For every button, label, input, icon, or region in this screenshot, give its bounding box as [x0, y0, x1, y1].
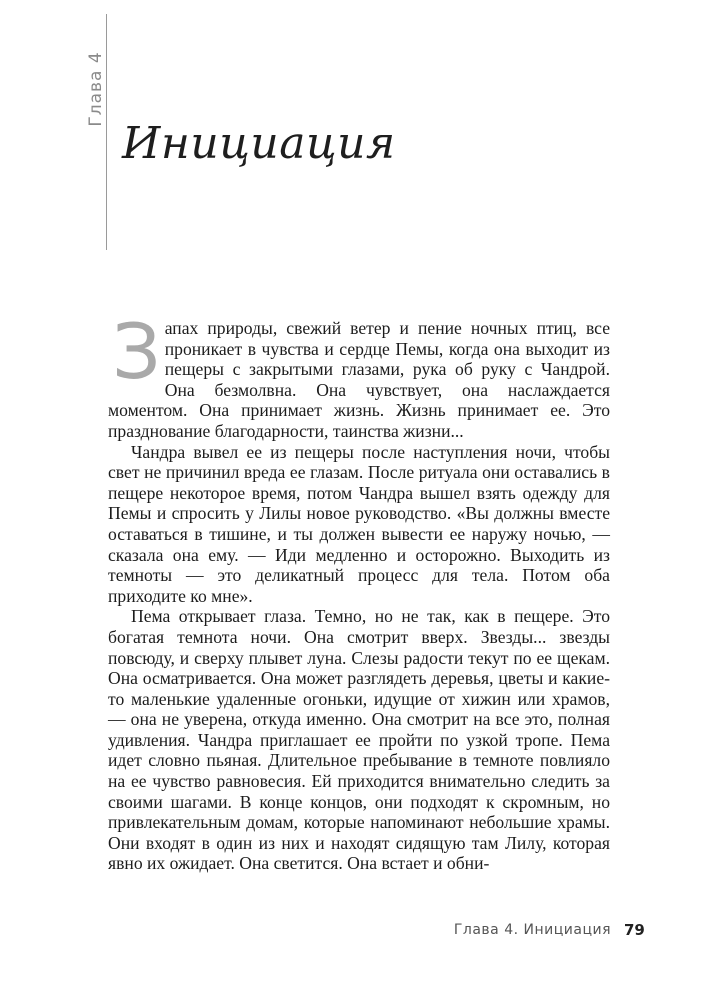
- paragraph: [108, 307, 610, 442]
- chapter-label-vertical-text: Глава 4: [86, 51, 106, 127]
- running-footer: Глава 4. Инициация: [453, 922, 611, 938]
- paragraph-text: апах природы, свежий ветер и пение ночных птиц, все проникает в чувства и сердце Пемы, когда она выходит из пещеры с закрытыми глазами, рука об руку с Чандрой. Она безмолвна. Она чувствует, она наслаждается моментом. Она принимает жизнь. Жизнь принимает ее. Это празднование благодарности, таинства жизни...: [108, 318, 610, 441]
- chapter-title: Инициация: [122, 118, 396, 169]
- page-number: 79: [624, 921, 645, 939]
- drop-cap: З: [112, 307, 161, 396]
- vertical-divider: [106, 14, 107, 250]
- paragraph: Пема открывает глаза. Темно, но не так, как в пещере. Это богатая темнота ночи. Она смотрит вверх. Звезды... звезды повсюду, и сверху плывет луна. Слезы радости текут по ее щекам. Она осматривается. Она может разглядеть деревья, цветы и какие-то маленькие удаленные огоньки, идущие от хижин или храмов, — она не уверена, откуда именно. Она смотрит на все это, полная удивления. Чандра приглашает ее пройти по узкой тропе. Пема идет словно пьяная. Длительное пребывание в темноте повлияло на ее чувство равновесия. Ей приходится внимательно следить за своими шагами. В конце концов, они подходят к скромным, но привлекательным домам, которые напоминают небольшие храмы. Они входят в один из них и находят сидящую там Лилу, которая явно их ожидает. Она светится. Она встает и обни-: [108, 606, 610, 874]
- body-text: [108, 307, 610, 874]
- chapter-label-vertical: [76, 44, 116, 134]
- paragraph: Чандра вывел ее из пещеры после наступления ночи, чтобы свет не причинил вреда ее глазам. После ритуала они оставались в пещере некоторое время, потом Чандра вышел взять одежду для Пемы и спросить у Лилы новое руководство. «Вы должны вместе оставаться в тишине, и ты должен вывести ее наружу ночью, — сказала она ему. — Иди медленно и осторожно. Выходить из темноты — это деликатный процесс для тела. Потом оба приходите ко мне».: [108, 441, 610, 606]
